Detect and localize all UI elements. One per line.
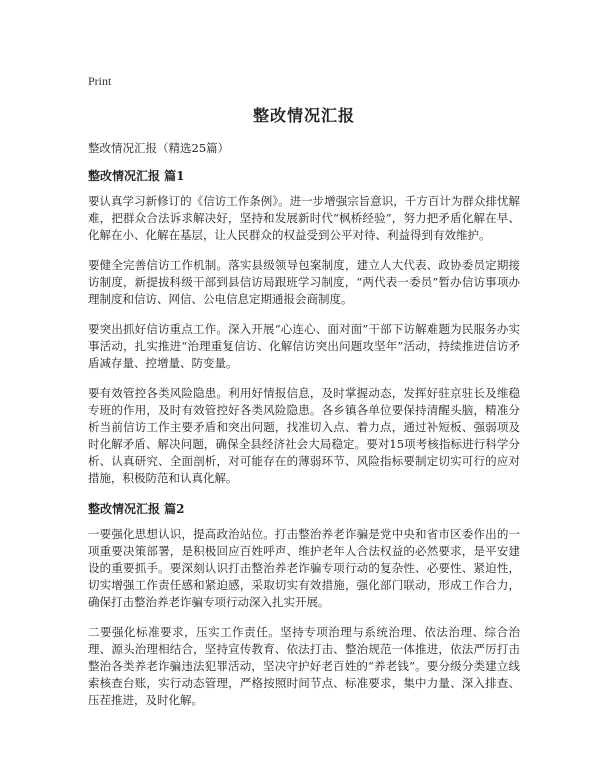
document-subtitle: 整改情况汇报（精选25篇）	[88, 141, 230, 155]
section-2	[88, 500, 520, 709]
paragraph: 要有效管控各类风险隐患。利用好情报信息，及时掌握动态，发挥好驻京驻长及维稳专班的作用，及时有效管控好各类风险隐患。各乡镇各单位要保持清醒头脑，精准分析当前信访工作主要矛盾和突出问题，找准切入点、着力点，通过补短板、强弱项及时化解矛盾、解决问题，确保全县经济社会大局稳定。要对15项考核指标进行科学分析、认真研究、全面剖析，对可能存在的薄弱环节、风险指标要制定切实可行的应对措施，积极防范和认真化解。	[88, 386, 520, 485]
section-heading: 整改情况汇报 篇1	[88, 169, 185, 183]
paragraph: 要突出抓好信访重点工作。深入开展“心连心、面对面”干部下访解难题为民服务办实事活动，扎实推进“治理重复信访、化解信访突出问题攻坚年”活动，持续推进信访矛盾减存量、控增量、防变量。	[88, 322, 520, 370]
paragraph: 要认真学习新修订的《信访工作条例》。进一步增强宗旨意识，千方百计为群众排忧解难，把群众合法诉求解决好，坚持和发展新时代“枫桥经验”，努力把矛盾化解在早、化解在小、化解在基层，让人民群众的权益受到公平对待、利益得到有效维护。	[88, 194, 520, 242]
document-page	[88, 70, 520, 722]
print-link[interactable]: Print	[88, 74, 112, 88]
section-1	[88, 167, 520, 487]
paragraph: 一要强化思想认识，提高政治站位。打击整治养老诈骗是党中央和省市区委作出的一项重要决策部署，是积极回应百姓呼声、维护老年人合法权益的必然要求，是平安建设的重要抓手。要深刻认识打击整治养老诈骗专项行动的复杂性、必要性、紧迫性，切实增强工作责任感和紧迫感，采取切实有效措施，强化部门联动，形成工作合力，确保打击整治养老诈骗专项行动深入扎实开展。	[88, 527, 520, 609]
paragraph: 要健全完善信访工作机制。落实县级领导包案制度，建立人大代表、政协委员定期接访制度，新提拔科级干部到县信访局跟班学习制度，“两代表一委员”暂办信访事项办理制度和信访、网信、公电信息定期通报会商制度。	[88, 258, 520, 306]
section-heading: 整改情况汇报 篇2	[88, 502, 185, 516]
page-title: 整改情况汇报	[252, 106, 355, 125]
paragraph: 二要强化标准要求，压实工作责任。坚持专项治理与系统治理、依法治理、综合治理、源头治理相结合，坚持宣传教育、依法打击、整治规范一体推进，依法严厉打击整治各类养老诈骗违法犯罪活动，坚决守护好老百姓的“养老钱”。要分级分类建立线索核查台账，实行动态管理，严格按照时间节点、标准要求，集中力量、深入排查、压茬推进，及时化解。	[88, 625, 520, 707]
